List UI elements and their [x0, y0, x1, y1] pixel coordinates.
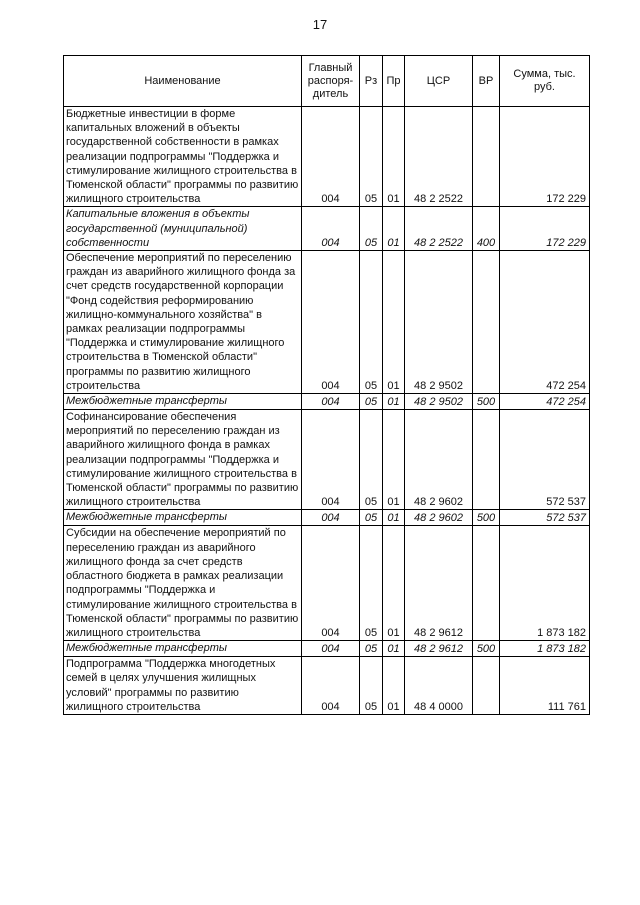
table-row [64, 410, 590, 510]
header-name: Наименование [64, 56, 302, 107]
row-pr: 01 [383, 207, 405, 251]
header-main-manager: Главный распоря-дитель [302, 56, 360, 107]
row-csr: 48 2 9612 [405, 526, 473, 641]
row-vr: 500 [473, 394, 500, 410]
row-vr [473, 526, 500, 641]
row-gr: 004 [302, 251, 360, 394]
row-pr: 01 [383, 394, 405, 410]
row-rz: 05 [360, 641, 383, 657]
budget-table [63, 55, 590, 715]
row-csr: 48 2 9502 [405, 394, 473, 410]
row-rz: 05 [360, 207, 383, 251]
row-vr: 400 [473, 207, 500, 251]
row-gr: 004 [302, 107, 360, 207]
row-sum: 472 254 [500, 251, 590, 394]
row-sum: 472 254 [500, 394, 590, 410]
page-number: 17 [312, 17, 328, 32]
row-sum: 111 761 [500, 657, 590, 715]
row-csr: 48 2 9502 [405, 251, 473, 394]
row-rz: 05 [360, 526, 383, 641]
row-sum: 172 229 [500, 207, 590, 251]
table-row [64, 394, 590, 410]
row-gr: 004 [302, 641, 360, 657]
row-sum: 1 873 182 [500, 526, 590, 641]
row-vr [473, 251, 500, 394]
table-header-row [64, 56, 590, 107]
row-sum: 572 537 [500, 510, 590, 526]
row-pr: 01 [383, 641, 405, 657]
row-gr: 004 [302, 657, 360, 715]
row-pr: 01 [383, 510, 405, 526]
header-sum: Сумма, тыс. руб. [500, 56, 590, 107]
row-name: Межбюджетные трансферты [64, 510, 302, 526]
header-rz: Рз [360, 56, 383, 107]
row-vr [473, 410, 500, 510]
row-vr [473, 107, 500, 207]
row-vr: 500 [473, 510, 500, 526]
row-name: Подпрограмма "Поддержка многодетных семей в целях улучшения жилищных условий" программы по развитию жилищного строительства [64, 657, 302, 715]
row-csr: 48 4 0000 [405, 657, 473, 715]
row-pr: 01 [383, 107, 405, 207]
row-name: Софинансирование обеспечения мероприятий по переселению граждан из аварийного жилищного фонда в рамках реализации подпрограммы "Поддержка и стимулирование жилищного строительства в Тюменской области" программы по развитию жилищного строительства [64, 410, 302, 510]
row-name: Межбюджетные трансферты [64, 394, 302, 410]
row-csr: 48 2 2522 [405, 207, 473, 251]
row-name: Межбюджетные трансферты [64, 641, 302, 657]
row-csr: 48 2 2522 [405, 107, 473, 207]
table-row [64, 657, 590, 715]
row-gr: 004 [302, 410, 360, 510]
row-sum: 172 229 [500, 107, 590, 207]
row-csr: 48 2 9602 [405, 410, 473, 510]
row-rz: 05 [360, 410, 383, 510]
row-gr: 004 [302, 207, 360, 251]
table-row [64, 641, 590, 657]
row-pr: 01 [383, 526, 405, 641]
table-row [64, 510, 590, 526]
row-name: Бюджетные инвестиции в форме капитальных вложений в объекты государственной собственности в рамках реализации подпрограммы "Поддержка и стимулирование жилищного строительства в Тюменской области" программы по развитию жилищного строительства [64, 107, 302, 207]
row-sum: 572 537 [500, 410, 590, 510]
row-vr [473, 657, 500, 715]
row-pr: 01 [383, 657, 405, 715]
header-pr: Пр [383, 56, 405, 107]
table-row [64, 207, 590, 251]
row-gr: 004 [302, 510, 360, 526]
row-sum: 1 873 182 [500, 641, 590, 657]
row-rz: 05 [360, 657, 383, 715]
table-row [64, 526, 590, 641]
table-row [64, 251, 590, 394]
row-rz: 05 [360, 510, 383, 526]
row-pr: 01 [383, 410, 405, 510]
row-vr: 500 [473, 641, 500, 657]
row-name: Обеспечение мероприятий по переселению граждан из аварийного жилищного фонда за счет средств государственной корпорации "Фонд содействия реформированию жилищно-коммунального хозяйства" в рамках реализации подпрограммы "Поддержка и стимулирование жилищного строительства в Тюменской области" программы по развитию жилищного строительства [64, 251, 302, 394]
row-rz: 05 [360, 107, 383, 207]
row-csr: 48 2 9612 [405, 641, 473, 657]
row-gr: 004 [302, 526, 360, 641]
table-row [64, 107, 590, 207]
row-gr: 004 [302, 394, 360, 410]
row-name: Капитальные вложения в объекты государственной (муниципальной) собственности [64, 207, 302, 251]
row-rz: 05 [360, 251, 383, 394]
row-name: Субсидии на обеспечение мероприятий по переселению граждан из аварийного жилищного фонда за счет средств областного бюджета в рамках реализации подпрограммы "Поддержка и стимулирование жилищного строительства в Тюменской области" программы по развитию жилищного строительства [64, 526, 302, 641]
row-csr: 48 2 9602 [405, 510, 473, 526]
row-rz: 05 [360, 394, 383, 410]
header-csr: ЦСР [405, 56, 473, 107]
header-vr: ВР [473, 56, 500, 107]
row-pr: 01 [383, 251, 405, 394]
